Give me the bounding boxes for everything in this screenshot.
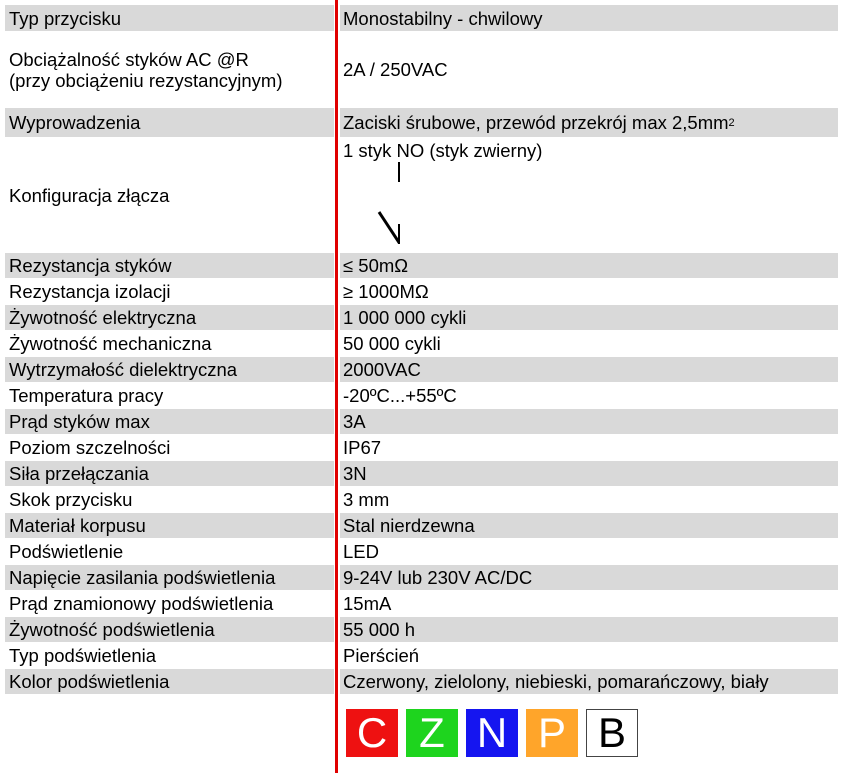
spec-value: Zaciski śrubowe, przewód przekrój max 2,5mm 2 xyxy=(340,108,838,137)
spec-label: Napięcie zasilania podświetlenia xyxy=(5,565,334,590)
spec-label: Prąd styków max xyxy=(5,409,334,434)
color-swatches xyxy=(346,709,638,757)
spec-row-operating-temperature xyxy=(0,383,843,409)
spec-row-connector-config xyxy=(0,138,843,253)
spec-label: Konfiguracja złącza xyxy=(9,184,170,206)
spec-row-illumination xyxy=(0,539,843,565)
spec-row-ingress-protection xyxy=(0,435,843,461)
color-swatch-green: Z xyxy=(406,709,458,757)
specification-table xyxy=(0,5,843,695)
color-swatch-white: B xyxy=(586,709,638,757)
normally-open-contact-icon xyxy=(360,162,400,244)
spec-value xyxy=(340,138,838,252)
spec-row-electrical-life xyxy=(0,305,843,331)
spec-label: Żywotność podświetlenia xyxy=(5,617,334,642)
spec-row-dielectric-strength xyxy=(0,357,843,383)
spec-value: -20ºC...+55ºC xyxy=(343,385,457,406)
color-swatch-red: C xyxy=(346,709,398,757)
spec-label xyxy=(5,32,334,107)
spec-label: Skok przycisku xyxy=(9,489,133,510)
spec-row-actuation-force xyxy=(0,461,843,487)
color-swatch-blue: N xyxy=(466,709,518,757)
spec-row-illumination-type xyxy=(0,643,843,669)
spec-value: 1 000 000 cykli xyxy=(340,305,838,330)
spec-value: 3 mm xyxy=(343,489,390,510)
spec-value: 15mA xyxy=(343,593,392,614)
spec-value: 3A xyxy=(340,409,838,434)
spec-row-contact-resistance xyxy=(0,253,843,279)
spec-row-button-travel xyxy=(0,487,843,513)
spec-value: 2000VAC xyxy=(340,357,838,382)
spec-label: Wyprowadzenia xyxy=(5,108,334,137)
spec-label-line: Obciążalność styków AC @R xyxy=(9,48,249,70)
spec-label: Materiał korpusu xyxy=(5,513,334,538)
spec-row-max-contact-current xyxy=(0,409,843,435)
spec-label: Wytrzymałość dielektryczna xyxy=(5,357,334,382)
spec-row-insulation-resistance xyxy=(0,279,843,305)
spec-label: Żywotność elektryczna xyxy=(5,305,334,330)
spec-row-housing-material xyxy=(0,513,843,539)
spec-label: Rezystancja izolacji xyxy=(9,281,171,302)
column-divider xyxy=(335,0,338,773)
spec-row-illumination-voltage xyxy=(0,565,843,591)
spec-value: 55 000 h xyxy=(340,617,838,642)
spec-label: Podświetlenie xyxy=(9,541,124,562)
spec-row-illumination-current xyxy=(0,591,843,617)
spec-value-text: 1 styk NO (styk zwierny) xyxy=(343,140,543,161)
spec-value: ≤ 50mΩ xyxy=(340,253,838,278)
spec-row-button-type xyxy=(0,5,843,32)
spec-value: 9-24V lub 230V AC/DC xyxy=(340,565,838,590)
spec-label: Temperatura pracy xyxy=(9,385,164,406)
spec-row-illumination-color xyxy=(0,669,843,695)
spec-label: Poziom szczelności xyxy=(9,437,171,458)
color-swatch-orange: P xyxy=(526,709,578,757)
spec-label: Siła przełączania xyxy=(5,461,334,486)
spec-label-line: (przy obciążeniu rezystancyjnym) xyxy=(9,69,283,91)
spec-value: 2A / 250VAC xyxy=(343,59,448,80)
spec-row-mechanical-life xyxy=(0,331,843,357)
spec-label: Kolor podświetlenia xyxy=(5,669,334,694)
spec-row-illumination-life xyxy=(0,617,843,643)
spec-label: Żywotność mechaniczna xyxy=(9,333,212,354)
spec-label: Rezystancja styków xyxy=(5,253,334,278)
spec-value: LED xyxy=(343,541,379,562)
spec-row-terminals xyxy=(0,108,843,138)
spec-value: 50 000 cykli xyxy=(343,333,441,354)
spec-value: Czerwony, zielolony, niebieski, pomarańczowy, biały xyxy=(340,669,838,694)
spec-label: Typ podświetlenia xyxy=(9,645,157,666)
spec-label: Typ przycisku xyxy=(5,5,334,31)
spec-value: 3N xyxy=(340,461,838,486)
spec-row-contact-load xyxy=(0,32,843,108)
spec-value: Stal nierdzewna xyxy=(340,513,838,538)
spec-value: IP67 xyxy=(343,437,382,458)
spec-value-text: Zaciski śrubowe, przewód przekrój max 2,5mm xyxy=(343,112,729,133)
spec-value: Monostabilny - chwilowy xyxy=(340,5,838,31)
spec-value: ≥ 1000MΩ xyxy=(343,281,429,302)
spec-label: Prąd znamionowy podświetlenia xyxy=(9,593,274,614)
spec-value: Pierścień xyxy=(343,645,420,666)
